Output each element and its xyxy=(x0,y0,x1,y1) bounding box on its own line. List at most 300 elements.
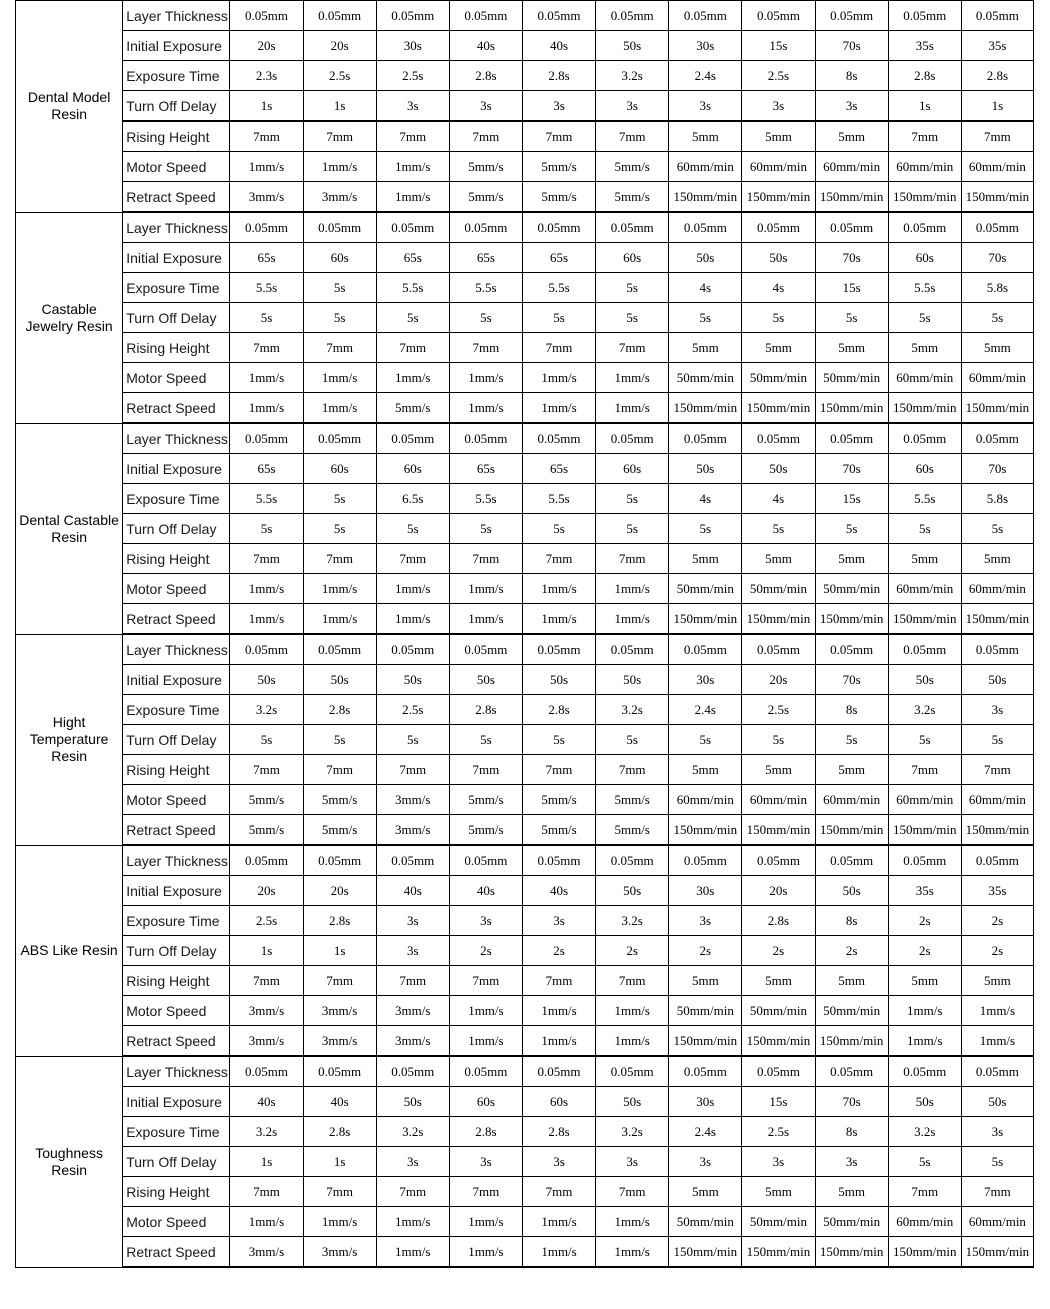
table-row xyxy=(16,393,1034,424)
value-cell: 60mm/min xyxy=(961,363,1033,393)
value-cell: 5s xyxy=(888,303,961,333)
parameter-label: Retract Speed xyxy=(123,1026,230,1057)
value-cell: 50mm/min xyxy=(669,574,742,604)
value-cell: 5s xyxy=(888,725,961,755)
value-cell: 0.05mm xyxy=(230,212,303,243)
table-row xyxy=(16,273,1034,303)
value-cell: 0.05mm xyxy=(230,1056,303,1087)
value-cell: 5s xyxy=(596,725,669,755)
value-cell: 5mm/s xyxy=(522,815,595,846)
value-cell: 3mm/s xyxy=(303,1026,376,1057)
value-cell: 0.05mm xyxy=(961,1056,1033,1087)
value-cell: 60s xyxy=(522,1087,595,1117)
value-cell: 65s xyxy=(449,454,522,484)
value-cell: 1mm/s xyxy=(888,1026,961,1057)
value-cell: 5.8s xyxy=(961,273,1033,303)
value-cell: 0.05mm xyxy=(522,1,595,31)
value-cell: 0.05mm xyxy=(888,423,961,454)
parameter-label: Layer Thickness xyxy=(123,423,230,454)
value-cell: 5mm/s xyxy=(230,815,303,846)
value-cell: 20s xyxy=(303,876,376,906)
value-cell: 150mm/min xyxy=(669,182,742,213)
value-cell: 2.4s xyxy=(669,61,742,91)
value-cell: 50mm/min xyxy=(742,574,815,604)
value-cell: 3s xyxy=(449,91,522,122)
value-cell: 50mm/min xyxy=(742,1207,815,1237)
value-cell: 150mm/min xyxy=(742,815,815,846)
value-cell: 5mm xyxy=(669,121,742,152)
value-cell: 0.05mm xyxy=(669,634,742,665)
value-cell: 60mm/min xyxy=(742,152,815,182)
parameter-label: Motor Speed xyxy=(123,152,230,182)
value-cell: 0.05mm xyxy=(961,634,1033,665)
table-row xyxy=(16,876,1034,906)
value-cell: 5s xyxy=(742,303,815,333)
table-row xyxy=(16,303,1034,333)
value-cell: 5s xyxy=(449,303,522,333)
value-cell: 3.2s xyxy=(596,61,669,91)
value-cell: 5mm xyxy=(961,966,1033,996)
value-cell: 0.05mm xyxy=(888,634,961,665)
value-cell: 1s xyxy=(303,1147,376,1177)
value-cell: 35s xyxy=(961,876,1033,906)
value-cell: 0.05mm xyxy=(815,212,888,243)
value-cell: 1mm/s xyxy=(596,393,669,424)
value-cell: 50mm/min xyxy=(669,996,742,1026)
value-cell: 6.5s xyxy=(376,484,449,514)
value-cell: 1mm/s xyxy=(522,363,595,393)
table-row xyxy=(16,936,1034,966)
value-cell: 70s xyxy=(815,243,888,273)
value-cell: 5mm/s xyxy=(449,152,522,182)
value-cell: 150mm/min xyxy=(961,182,1033,213)
parameter-label: Initial Exposure xyxy=(123,665,230,695)
table-row xyxy=(16,1237,1034,1268)
value-cell: 2.8s xyxy=(742,906,815,936)
value-cell: 60mm/min xyxy=(815,152,888,182)
value-cell: 50s xyxy=(376,665,449,695)
value-cell: 15s xyxy=(815,273,888,303)
value-cell: 1mm/s xyxy=(961,996,1033,1026)
value-cell: 5s xyxy=(961,725,1033,755)
parameter-label: Exposure Time xyxy=(123,695,230,725)
value-cell: 2.5s xyxy=(742,695,815,725)
value-cell: 1mm/s xyxy=(230,604,303,635)
value-cell: 0.05mm xyxy=(449,1,522,31)
value-cell: 35s xyxy=(961,31,1033,61)
value-cell: 20s xyxy=(230,31,303,61)
value-cell: 0.05mm xyxy=(449,423,522,454)
value-cell: 7mm xyxy=(449,1177,522,1207)
value-cell: 1mm/s xyxy=(376,1207,449,1237)
parameter-label: Turn Off Delay xyxy=(123,936,230,966)
parameter-label: Initial Exposure xyxy=(123,31,230,61)
value-cell: 60s xyxy=(888,243,961,273)
value-cell: 0.05mm xyxy=(888,212,961,243)
value-cell: 60mm/min xyxy=(961,1207,1033,1237)
value-cell: 65s xyxy=(230,454,303,484)
table-row xyxy=(16,333,1034,363)
value-cell: 5s xyxy=(230,514,303,544)
value-cell: 5s xyxy=(961,514,1033,544)
value-cell: 0.05mm xyxy=(961,423,1033,454)
value-cell: 5s xyxy=(669,514,742,544)
value-cell: 65s xyxy=(449,243,522,273)
value-cell: 1mm/s xyxy=(961,1026,1033,1057)
value-cell: 7mm xyxy=(522,966,595,996)
value-cell: 7mm xyxy=(303,544,376,574)
value-cell: 8s xyxy=(815,906,888,936)
table-row xyxy=(16,61,1034,91)
value-cell: 1mm/s xyxy=(303,393,376,424)
value-cell: 7mm xyxy=(376,333,449,363)
table-row xyxy=(16,845,1034,876)
value-cell: 40s xyxy=(449,876,522,906)
parameter-label: Rising Height xyxy=(123,1177,230,1207)
parameter-label: Rising Height xyxy=(123,544,230,574)
value-cell: 0.05mm xyxy=(815,634,888,665)
value-cell: 0.05mm xyxy=(596,845,669,876)
value-cell: 3s xyxy=(596,91,669,122)
value-cell: 7mm xyxy=(596,966,669,996)
resin-settings-table xyxy=(15,0,1034,1268)
value-cell: 3.2s xyxy=(230,1117,303,1147)
parameter-label: Retract Speed xyxy=(123,815,230,846)
value-cell: 30s xyxy=(376,31,449,61)
value-cell: 7mm xyxy=(230,1177,303,1207)
value-cell: 1mm/s xyxy=(303,152,376,182)
value-cell: 5mm xyxy=(742,966,815,996)
parameter-label: Retract Speed xyxy=(123,182,230,213)
table-row xyxy=(16,906,1034,936)
value-cell: 7mm xyxy=(596,544,669,574)
value-cell: 20s xyxy=(303,31,376,61)
value-cell: 5.5s xyxy=(449,273,522,303)
value-cell: 5s xyxy=(449,514,522,544)
value-cell: 3mm/s xyxy=(376,815,449,846)
value-cell: 5s xyxy=(596,514,669,544)
value-cell: 150mm/min xyxy=(742,393,815,424)
value-cell: 3s xyxy=(522,906,595,936)
value-cell: 3s xyxy=(961,695,1033,725)
value-cell: 5.5s xyxy=(449,484,522,514)
value-cell: 60mm/min xyxy=(888,363,961,393)
value-cell: 5mm xyxy=(815,333,888,363)
value-cell: 50s xyxy=(961,665,1033,695)
value-cell: 70s xyxy=(961,243,1033,273)
value-cell: 5mm/s xyxy=(522,152,595,182)
value-cell: 7mm xyxy=(303,121,376,152)
parameter-label: Turn Off Delay xyxy=(123,1147,230,1177)
value-cell: 1s xyxy=(230,91,303,122)
value-cell: 150mm/min xyxy=(815,815,888,846)
value-cell: 150mm/min xyxy=(888,815,961,846)
value-cell: 1mm/s xyxy=(230,574,303,604)
value-cell: 5.5s xyxy=(522,484,595,514)
parameter-label: Layer Thickness xyxy=(123,1,230,31)
value-cell: 1mm/s xyxy=(596,574,669,604)
value-cell: 5mm xyxy=(815,1177,888,1207)
value-cell: 5mm xyxy=(888,544,961,574)
value-cell: 5mm/s xyxy=(596,815,669,846)
value-cell: 0.05mm xyxy=(522,634,595,665)
value-cell: 15s xyxy=(742,31,815,61)
value-cell: 2s xyxy=(596,936,669,966)
parameter-label: Turn Off Delay xyxy=(123,514,230,544)
value-cell: 8s xyxy=(815,61,888,91)
value-cell: 0.05mm xyxy=(596,423,669,454)
value-cell: 60mm/min xyxy=(669,152,742,182)
value-cell: 5.8s xyxy=(961,484,1033,514)
value-cell: 1mm/s xyxy=(522,393,595,424)
value-cell: 1mm/s xyxy=(596,996,669,1026)
value-cell: 3mm/s xyxy=(303,996,376,1026)
value-cell: 0.05mm xyxy=(888,845,961,876)
value-cell: 50s xyxy=(742,454,815,484)
value-cell: 0.05mm xyxy=(303,423,376,454)
value-cell: 5mm xyxy=(961,544,1033,574)
value-cell: 3mm/s xyxy=(376,996,449,1026)
value-cell: 3mm/s xyxy=(376,785,449,815)
value-cell: 1mm/s xyxy=(303,574,376,604)
value-cell: 1mm/s xyxy=(376,152,449,182)
value-cell: 60s xyxy=(888,454,961,484)
value-cell: 60s xyxy=(596,243,669,273)
value-cell: 50s xyxy=(961,1087,1033,1117)
value-cell: 3s xyxy=(376,936,449,966)
value-cell: 1mm/s xyxy=(230,152,303,182)
value-cell: 5s xyxy=(376,725,449,755)
value-cell: 3s xyxy=(376,1147,449,1177)
parameter-label: Exposure Time xyxy=(123,61,230,91)
value-cell: 0.05mm xyxy=(742,423,815,454)
value-cell: 150mm/min xyxy=(815,182,888,213)
value-cell: 5mm xyxy=(815,966,888,996)
value-cell: 65s xyxy=(376,243,449,273)
value-cell: 150mm/min xyxy=(669,815,742,846)
value-cell: 0.05mm xyxy=(376,212,449,243)
value-cell: 1mm/s xyxy=(449,604,522,635)
value-cell: 1mm/s xyxy=(596,363,669,393)
value-cell: 1mm/s xyxy=(522,996,595,1026)
value-cell: 35s xyxy=(888,876,961,906)
value-cell: 150mm/min xyxy=(742,604,815,635)
parameter-label: Turn Off Delay xyxy=(123,303,230,333)
value-cell: 5mm xyxy=(815,544,888,574)
value-cell: 150mm/min xyxy=(669,393,742,424)
value-cell: 5mm xyxy=(888,966,961,996)
value-cell: 0.05mm xyxy=(888,1,961,31)
value-cell: 5s xyxy=(596,484,669,514)
value-cell: 50s xyxy=(888,1087,961,1117)
value-cell: 40s xyxy=(522,31,595,61)
parameter-label: Exposure Time xyxy=(123,484,230,514)
value-cell: 1mm/s xyxy=(522,1237,595,1268)
value-cell: 5mm xyxy=(742,1177,815,1207)
value-cell: 0.05mm xyxy=(522,212,595,243)
value-cell: 5mm xyxy=(742,333,815,363)
value-cell: 2.3s xyxy=(230,61,303,91)
value-cell: 7mm xyxy=(596,1177,669,1207)
value-cell: 2.4s xyxy=(669,695,742,725)
table-row xyxy=(16,1147,1034,1177)
value-cell: 5s xyxy=(376,303,449,333)
value-cell: 60s xyxy=(376,454,449,484)
value-cell: 0.05mm xyxy=(742,1056,815,1087)
value-cell: 5s xyxy=(961,303,1033,333)
table-row xyxy=(16,815,1034,846)
resin-group-label: Hight Temperature Resin xyxy=(16,634,123,845)
value-cell: 1mm/s xyxy=(522,574,595,604)
value-cell: 0.05mm xyxy=(742,845,815,876)
value-cell: 0.05mm xyxy=(376,1056,449,1087)
value-cell: 150mm/min xyxy=(888,1237,961,1268)
value-cell: 3s xyxy=(376,906,449,936)
value-cell: 5.5s xyxy=(230,273,303,303)
table-row xyxy=(16,725,1034,755)
value-cell: 3mm/s xyxy=(230,182,303,213)
parameter-label: Exposure Time xyxy=(123,1117,230,1147)
value-cell: 60s xyxy=(303,243,376,273)
value-cell: 2.5s xyxy=(742,1117,815,1147)
value-cell: 150mm/min xyxy=(815,1026,888,1057)
value-cell: 2.8s xyxy=(449,695,522,725)
value-cell: 7mm xyxy=(230,755,303,785)
value-cell: 5mm xyxy=(669,1177,742,1207)
value-cell: 30s xyxy=(669,1087,742,1117)
value-cell: 150mm/min xyxy=(815,604,888,635)
table-row xyxy=(16,91,1034,122)
value-cell: 50mm/min xyxy=(815,996,888,1026)
value-cell: 0.05mm xyxy=(376,1,449,31)
table-row xyxy=(16,1117,1034,1147)
value-cell: 7mm xyxy=(449,121,522,152)
value-cell: 5mm/s xyxy=(596,152,669,182)
value-cell: 7mm xyxy=(449,544,522,574)
value-cell: 0.05mm xyxy=(669,1056,742,1087)
value-cell: 7mm xyxy=(303,755,376,785)
value-cell: 40s xyxy=(376,876,449,906)
value-cell: 4s xyxy=(742,273,815,303)
parameter-label: Turn Off Delay xyxy=(123,725,230,755)
value-cell: 60s xyxy=(449,1087,522,1117)
value-cell: 7mm xyxy=(522,1177,595,1207)
value-cell: 1mm/s xyxy=(230,1207,303,1237)
value-cell: 20s xyxy=(230,876,303,906)
value-cell: 7mm xyxy=(888,121,961,152)
value-cell: 40s xyxy=(303,1087,376,1117)
table-row xyxy=(16,363,1034,393)
value-cell: 5.5s xyxy=(230,484,303,514)
parameter-label: Initial Exposure xyxy=(123,454,230,484)
value-cell: 50s xyxy=(522,665,595,695)
value-cell: 5s xyxy=(815,303,888,333)
value-cell: 3s xyxy=(669,1147,742,1177)
value-cell: 7mm xyxy=(449,333,522,363)
parameter-label: Motor Speed xyxy=(123,1207,230,1237)
value-cell: 2.8s xyxy=(888,61,961,91)
value-cell: 60mm/min xyxy=(961,785,1033,815)
value-cell: 3s xyxy=(961,1117,1033,1147)
parameter-label: Exposure Time xyxy=(123,273,230,303)
value-cell: 1mm/s xyxy=(376,574,449,604)
value-cell: 5s xyxy=(522,725,595,755)
value-cell: 40s xyxy=(230,1087,303,1117)
value-cell: 1mm/s xyxy=(449,393,522,424)
value-cell: 60mm/min xyxy=(961,152,1033,182)
value-cell: 50s xyxy=(376,1087,449,1117)
value-cell: 5.5s xyxy=(522,273,595,303)
value-cell: 50s xyxy=(596,31,669,61)
value-cell: 150mm/min xyxy=(888,393,961,424)
value-cell: 0.05mm xyxy=(742,212,815,243)
value-cell: 1mm/s xyxy=(376,182,449,213)
value-cell: 50s xyxy=(815,876,888,906)
value-cell: 0.05mm xyxy=(596,212,669,243)
value-cell: 0.05mm xyxy=(522,845,595,876)
parameter-label: Turn Off Delay xyxy=(123,91,230,122)
value-cell: 5mm/s xyxy=(596,785,669,815)
value-cell: 7mm xyxy=(230,121,303,152)
value-cell: 50s xyxy=(669,243,742,273)
value-cell: 5s xyxy=(961,1147,1033,1177)
value-cell: 0.05mm xyxy=(815,1056,888,1087)
value-cell: 65s xyxy=(230,243,303,273)
value-cell: 70s xyxy=(815,454,888,484)
value-cell: 4s xyxy=(669,484,742,514)
value-cell: 5s xyxy=(815,725,888,755)
value-cell: 5s xyxy=(669,303,742,333)
value-cell: 50s xyxy=(742,243,815,273)
value-cell: 3s xyxy=(815,91,888,122)
value-cell: 2s xyxy=(815,936,888,966)
value-cell: 50s xyxy=(230,665,303,695)
value-cell: 0.05mm xyxy=(815,845,888,876)
value-cell: 2.5s xyxy=(742,61,815,91)
value-cell: 2s xyxy=(961,906,1033,936)
parameter-label: Initial Exposure xyxy=(123,243,230,273)
parameter-label: Retract Speed xyxy=(123,393,230,424)
value-cell: 3.2s xyxy=(888,1117,961,1147)
value-cell: 1mm/s xyxy=(522,1207,595,1237)
value-cell: 5s xyxy=(303,303,376,333)
value-cell: 7mm xyxy=(596,755,669,785)
value-cell: 40s xyxy=(522,876,595,906)
value-cell: 1mm/s xyxy=(449,996,522,1026)
value-cell: 5s xyxy=(888,514,961,544)
value-cell: 2s xyxy=(669,936,742,966)
value-cell: 1mm/s xyxy=(303,604,376,635)
value-cell: 150mm/min xyxy=(961,1237,1033,1268)
value-cell: 50mm/min xyxy=(815,1207,888,1237)
value-cell: 5s xyxy=(303,484,376,514)
value-cell: 1s xyxy=(888,91,961,122)
value-cell: 0.05mm xyxy=(303,845,376,876)
parameter-label: Initial Exposure xyxy=(123,1087,230,1117)
table-row xyxy=(16,1056,1034,1087)
value-cell: 1mm/s xyxy=(596,1207,669,1237)
value-cell: 0.05mm xyxy=(815,423,888,454)
value-cell: 1mm/s xyxy=(449,1237,522,1268)
table-row xyxy=(16,454,1034,484)
value-cell: 0.05mm xyxy=(596,634,669,665)
table-body xyxy=(16,1,1034,1268)
value-cell: 1s xyxy=(230,936,303,966)
value-cell: 1mm/s xyxy=(449,574,522,604)
value-cell: 1mm/s xyxy=(596,1026,669,1057)
value-cell: 5s xyxy=(522,514,595,544)
value-cell: 5s xyxy=(449,725,522,755)
